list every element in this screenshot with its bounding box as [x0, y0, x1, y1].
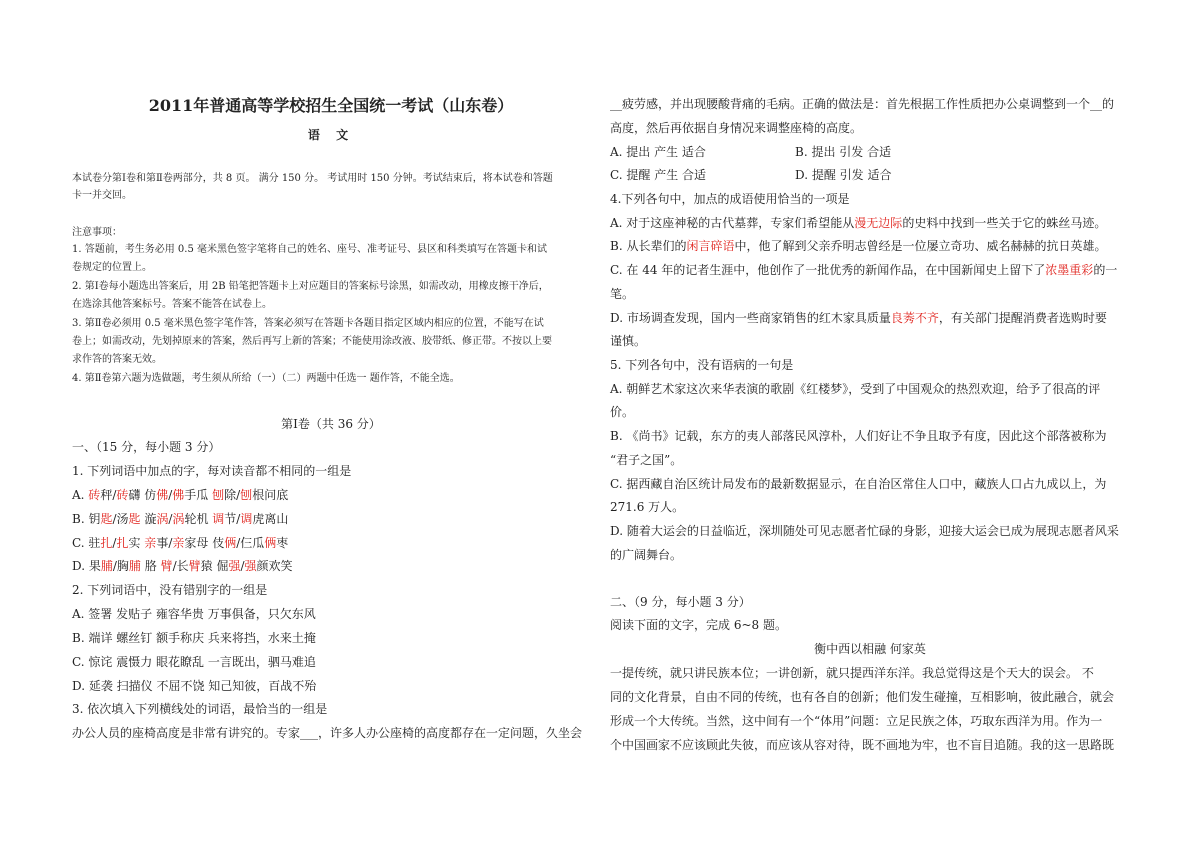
emphasized-text: 调 — [212, 512, 225, 526]
emphasized-text: 涡 — [156, 512, 169, 526]
text-segment: C. 在 44 年的记者生涯中，他创作了一批优秀的新闻作品，在中国新闻史上留下了 — [610, 263, 1046, 277]
text-segment: B. 从长辈们的 — [610, 239, 687, 253]
reading-instruction: 阅读下面的文字，完成 6~8 题。 — [610, 618, 787, 632]
text-segment: 节/ — [224, 512, 241, 526]
q4-option-b — [610, 238, 1106, 254]
q4-option-c-cont — [610, 286, 634, 302]
text-segment: / — [112, 536, 117, 550]
text-segment: 手瓜 — [184, 488, 213, 502]
q1-option-c — [72, 535, 288, 551]
text-segment: A. — [72, 488, 89, 502]
q5-option-d: D. 随着大运会的日益临近，深圳随处可见志愿者忙碌的身影，迎接大运会已成为展现志愿者风采 — [610, 524, 1119, 538]
q2-option-d: D. 延袭 扫描仪 不屈不饶 知己知彼，百战不殆 — [72, 679, 317, 693]
text-segment: C. 驻 — [72, 536, 101, 550]
intro-line-2: 卡一并交回。 — [72, 190, 132, 201]
text-segment: 实 — [128, 536, 145, 550]
text-segment: 根问底 — [252, 488, 289, 502]
q4-option-c — [610, 262, 1117, 278]
emphasized-text: 强 — [244, 559, 257, 573]
note-line: 1. 答题前，考生务必用 0.5 毫米黑色签字笔将自己的姓名、座号、准考证号、县区和科类填写在答题卡和试 — [72, 244, 547, 255]
text-segment: D. 市场调查发现，国内一些商家销售的红木家具质量 — [610, 311, 891, 325]
q3-text-cont: __疲劳感，并出现腰酸背痛的毛病。正确的做法是：首先根据工作性质把办公桌调整到一个__的 — [610, 97, 1115, 111]
note-line: 4. 第Ⅱ卷第六题为选做题，考生须从所给（一）（二）两题中任选一 题作答，不能全选。 — [72, 373, 460, 384]
q5-option-a-cont: 价。 — [610, 405, 635, 419]
text-segment: 礴 仿 — [128, 488, 157, 502]
notes-title: 注意事项： — [72, 227, 122, 238]
emphasized-text: 匙 — [128, 512, 141, 526]
question-5: 5. 下列各句中，没有语病的一句是 — [610, 358, 794, 372]
q2-option-a: A. 签署 发贴子 雍容华贵 万事俱备，只欠东风 — [72, 607, 316, 621]
emphasized-text: 浓墨重彩 — [1045, 263, 1094, 277]
part-2-heading: 二、（9 分，每小题 3 分） — [610, 595, 751, 609]
emphasized-text: 刨 — [240, 488, 253, 502]
question-3: 3. 依次填入下列横线处的词语，最恰当的一组是 — [72, 702, 328, 716]
q5-option-b-cont: “君子之国”。 — [610, 453, 683, 467]
text-segment: / — [168, 512, 173, 526]
q4-option-a — [610, 215, 1106, 231]
part-1-heading: 一、（15 分，每小题 3 分） — [72, 440, 221, 454]
q1-option-a — [72, 487, 288, 503]
q3-option-c: C. 提醒 产生 合适 — [610, 168, 707, 182]
emphasized-text: 佛 — [156, 488, 169, 502]
text-segment: 事/ — [156, 536, 173, 550]
emphasized-text: 强 — [228, 559, 241, 573]
emphasized-text: 脯 — [100, 559, 113, 573]
emphasized-text: 扎 — [116, 536, 129, 550]
text-segment: 谨慎。 — [610, 334, 647, 348]
q5-option-c: C. 据西藏自治区统计局发布的最新数据显示，在自治区常住人口中，藏族人口占九成以上，为 — [610, 477, 1107, 491]
text-segment: 的一 — [1093, 263, 1118, 277]
essay-title: 衡中西以相融 何家英 — [814, 642, 926, 656]
emphasized-text: 砖 — [88, 488, 101, 502]
q5-option-d-cont: 的广阔舞台。 — [610, 548, 683, 562]
q5-option-c-cont: 271.6 万人。 — [610, 500, 685, 514]
q3-option-d: D. 提醒 引发 适合 — [795, 168, 892, 182]
text-segment: 轮机 — [184, 512, 213, 526]
emphasized-text: 臂 — [160, 559, 173, 573]
text-segment: 笔。 — [610, 287, 635, 301]
text-segment: ，有关部门提醒消费者选购时要 — [938, 311, 1107, 325]
essay-line: 同的文化背景，自由不同的传统，也有各自的创新；他们发生碰撞，互相影响，彼此融合，就会 — [610, 690, 1115, 704]
text-segment: 漩 — [140, 512, 157, 526]
text-segment: 枣 — [276, 536, 289, 550]
exam-subject: 语 文 — [307, 128, 355, 142]
text-segment: 秤/ — [100, 488, 117, 502]
emphasized-text: 闲言碎语 — [686, 239, 735, 253]
emphasized-text: 良莠不齐 — [890, 311, 939, 325]
text-segment: /长 — [172, 559, 189, 573]
emphasized-text: 砖 — [116, 488, 129, 502]
emphasized-text: 俩 — [264, 536, 277, 550]
question-4: 4.下列各句中，加点的成语使用恰当的一项是 — [610, 192, 850, 206]
q2-option-b: B. 端详 螺丝钉 额手称庆 兵来将挡，水来土掩 — [72, 631, 316, 645]
q1-option-d — [72, 558, 293, 574]
text-segment: 胳 — [140, 559, 161, 573]
text-segment: 中，他了解到父亲乔明志曾经是一位屡立奇功、威名赫赫的抗日英雄。 — [734, 239, 1107, 253]
note-line: 卷上；如需改动，先划掉原来的答案，然后再写上新的答案；不能使用涂改液、胶带纸、修正带。不按以上要 — [72, 336, 552, 347]
text-segment: B. 钥 — [72, 512, 101, 526]
text-segment: A. 对于这座神秘的古代墓葬，专家们希望能从 — [610, 216, 855, 230]
essay-line: 个中国画家不应该顾此失彼，而应该从容对待，既不画地为牢，也不盲目追随。我的这一思路既 — [610, 738, 1115, 752]
note-line: 2. 第Ⅰ卷每小题选出答案后，用 2B 铅笔把答题卡上对应题目的答案标号涂黑，如需改动，用橡皮擦干净后， — [72, 281, 549, 292]
q3-option-b: B. 提出 引发 合适 — [795, 145, 892, 159]
text-segment: D. 果 — [72, 559, 101, 573]
text-segment: 虎离山 — [252, 512, 289, 526]
q1-option-b — [72, 511, 288, 527]
emphasized-text: 调 — [240, 512, 253, 526]
emphasized-text: 涡 — [172, 512, 185, 526]
q3-text-cont: 高度，然后再依据自身情况来调整座椅的高度。 — [610, 121, 863, 135]
text-segment: /胸 — [112, 559, 129, 573]
text-segment: 的史料中找到一些关于它的蛛丝马迹。 — [902, 216, 1107, 230]
note-line: 3. 第Ⅱ卷必须用 0.5 毫米黑色签字笔作答，答案必须写在答题卡各题目指定区域内相应的位置，不能写在试 — [72, 318, 544, 329]
question-2: 2. 下列词语中，没有错别字的一组是 — [72, 583, 268, 597]
emphasized-text: 佛 — [172, 488, 185, 502]
text-segment: 家母 伎 — [184, 536, 225, 550]
text-segment: 除/ — [224, 488, 241, 502]
note-line: 求作答的答案无效。 — [72, 354, 162, 365]
emphasized-text: 刨 — [212, 488, 225, 502]
text-segment: /仨瓜 — [236, 536, 265, 550]
emphasized-text: 亲 — [144, 536, 157, 550]
emphasized-text: 亲 — [172, 536, 185, 550]
text-segment: 猿 倔 — [200, 559, 229, 573]
emphasized-text: 脯 — [128, 559, 141, 573]
text-segment: / — [168, 488, 173, 502]
intro-line-1: 本试卷分第Ⅰ卷和第Ⅱ卷两部分，共 8 页。 满分 150 分。 考试用时 150 分钟。考试结束后，将本试卷和答题 — [72, 173, 553, 184]
q4-option-d — [610, 310, 1107, 326]
q4-option-d-cont — [610, 333, 646, 349]
note-line: 卷规定的位置上。 — [72, 262, 152, 273]
emphasized-text: 匙 — [100, 512, 113, 526]
exam-title: 2011年普通高等学校招生全国统一考试（山东卷） — [148, 96, 514, 115]
essay-line: 形成一个大传统。当然，这中间有一个“体用”问题：立足民族之体，巧取东西洋为用。作为一 — [610, 714, 1103, 728]
note-line: 在选涂其他答案标号。答案不能答在试卷上。 — [72, 299, 272, 310]
emphasized-text: 扎 — [100, 536, 113, 550]
section-1-title: 第Ⅰ卷（共 36 分） — [281, 417, 381, 431]
text-segment: /汤 — [112, 512, 129, 526]
text-segment: / — [240, 559, 245, 573]
emphasized-text: 臂 — [188, 559, 201, 573]
emphasized-text: 俩 — [224, 536, 237, 550]
q5-option-b: B. 《尚书》记载，东方的夷人部落民风淳朴，人们好让不争且取予有度，因此这个部落被称为 — [610, 429, 1107, 443]
q3-text: 办公人员的座椅高度是非常有讲究的。专家___，许多人办公座椅的高度都存在一定问题，久坐会 — [72, 726, 583, 740]
q5-option-a: A. 朝鲜艺术家这次来华表演的歌剧《红楼梦》，受到了中国观众的热烈欢迎，给予了很高的评 — [610, 382, 1101, 396]
q3-option-a: A. 提出 产生 适合 — [610, 145, 706, 159]
q2-option-c: C. 惊诧 震慑力 眼花瞭乱 一言既出，驷马难追 — [72, 655, 316, 669]
question-1: 1. 下列词语中加点的字，每对读音都不相同的一组是 — [72, 464, 352, 478]
essay-line: 一提传统，就只讲民族本位；一讲创新，就只提西洋东洋。我总觉得这是个天大的误会。 不 — [610, 666, 1094, 680]
emphasized-text: 漫无边际 — [854, 216, 903, 230]
text-segment: 颜欢笑 — [256, 559, 293, 573]
